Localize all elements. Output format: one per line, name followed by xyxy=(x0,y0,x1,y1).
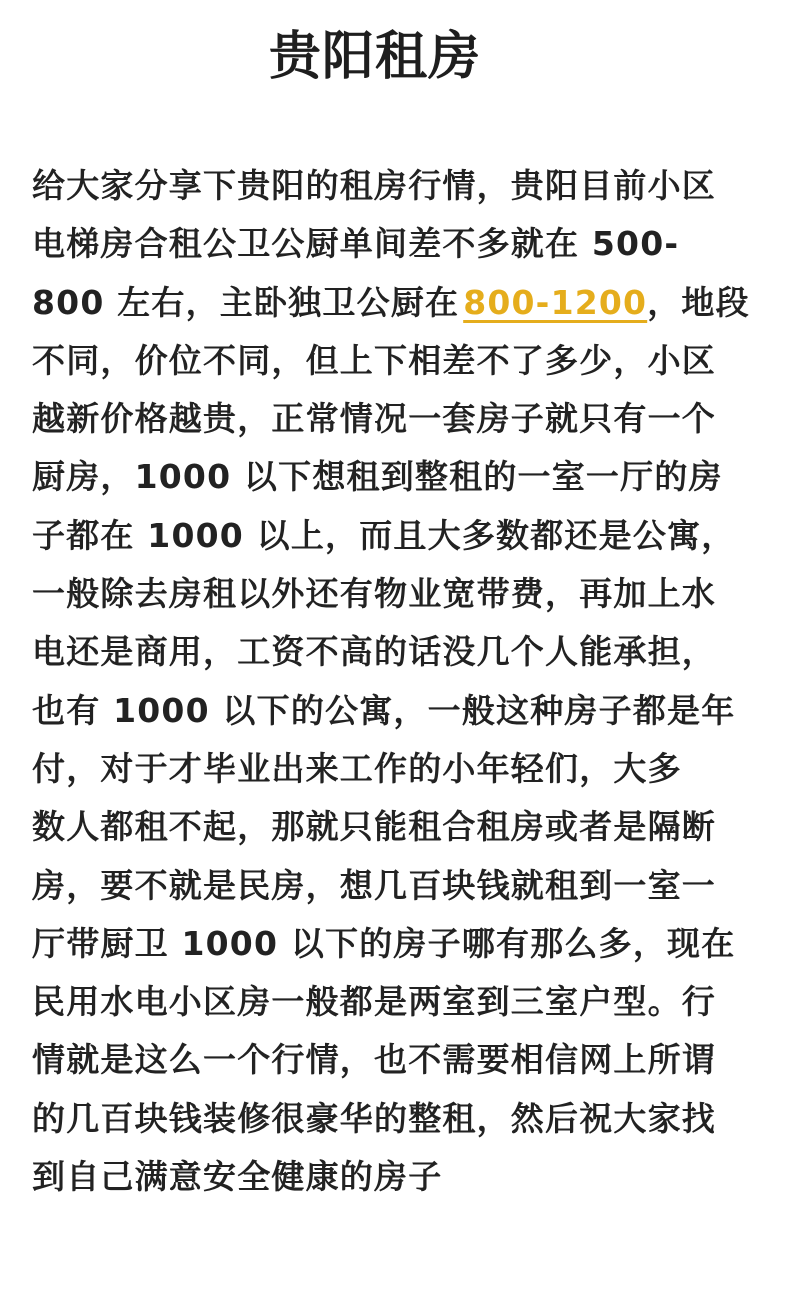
text-segment: 800 左右，主卧独卫公厨在 xyxy=(32,282,460,322)
text-segment: 厅带厨卫 1000 以下的房子哪有那么多，现在 xyxy=(32,923,736,963)
text-line xyxy=(32,332,772,390)
text-segment: 电还是商用，工资不高的话没几个人能承担， xyxy=(32,632,716,672)
text-segment: 民用水电小区房一般都是两室到三室户型。行 xyxy=(32,982,716,1022)
text-line xyxy=(32,857,772,915)
text-line xyxy=(32,682,772,740)
page-title: 贵阳租房 xyxy=(268,27,481,87)
text-segment: 越新价格越贵，正常情况一套房子就只有一个 xyxy=(32,399,716,439)
text-line xyxy=(32,623,772,681)
text-segment: 厨房，1000 以下想租到整租的一室一厅的房 xyxy=(32,457,723,497)
text-line xyxy=(32,915,772,973)
article-body xyxy=(32,157,772,1206)
text-segment: 到自己满意安全健康的房子 xyxy=(32,1157,443,1197)
text-segment: 子都在 1000 以上，而且大多数都还是公寓， xyxy=(32,515,736,555)
text-line xyxy=(32,157,772,215)
text-segment: 一般除去房租以外还有物业宽带费，再加上水 xyxy=(32,574,716,614)
text-segment: 电梯房合租公卫公厨单间差不多就在 500- xyxy=(32,224,680,264)
text-segment: 房，要不就是民房，想几百块钱就租到一室一 xyxy=(32,865,716,905)
text-line xyxy=(32,1031,772,1089)
text-line xyxy=(32,215,772,273)
text-line xyxy=(32,798,772,856)
price-range-link[interactable]: 800-1200 xyxy=(463,282,648,322)
text-line xyxy=(32,507,772,565)
text-segment: 也有 1000 以下的公寓，一般这种房子都是年 xyxy=(32,690,736,730)
text-segment: 情就是这么一个行情，也不需要相信网上所谓 xyxy=(32,1040,716,1080)
text-line xyxy=(32,448,772,506)
text-line xyxy=(32,274,772,332)
text-segment: 给大家分享下贵阳的租房行情，贵阳目前小区 xyxy=(32,166,716,205)
text-segment: 不同，价位不同，但上下相差不了多少，小区 xyxy=(32,340,716,380)
text-segment: ，地段 xyxy=(647,282,750,322)
text-segment: 的几百块钱装修很豪华的整租，然后祝大家找 xyxy=(32,1098,716,1138)
text-line xyxy=(32,1148,772,1206)
text-line xyxy=(32,740,772,798)
text-line xyxy=(32,973,772,1031)
text-line xyxy=(32,565,772,623)
text-line xyxy=(32,390,772,448)
text-line xyxy=(32,1090,772,1148)
text-segment: 数人都租不起，那就只能租合租房或者是隔断 xyxy=(32,807,716,847)
text-segment: 付，对于才毕业出来工作的小年轻们，大多 xyxy=(32,748,682,788)
